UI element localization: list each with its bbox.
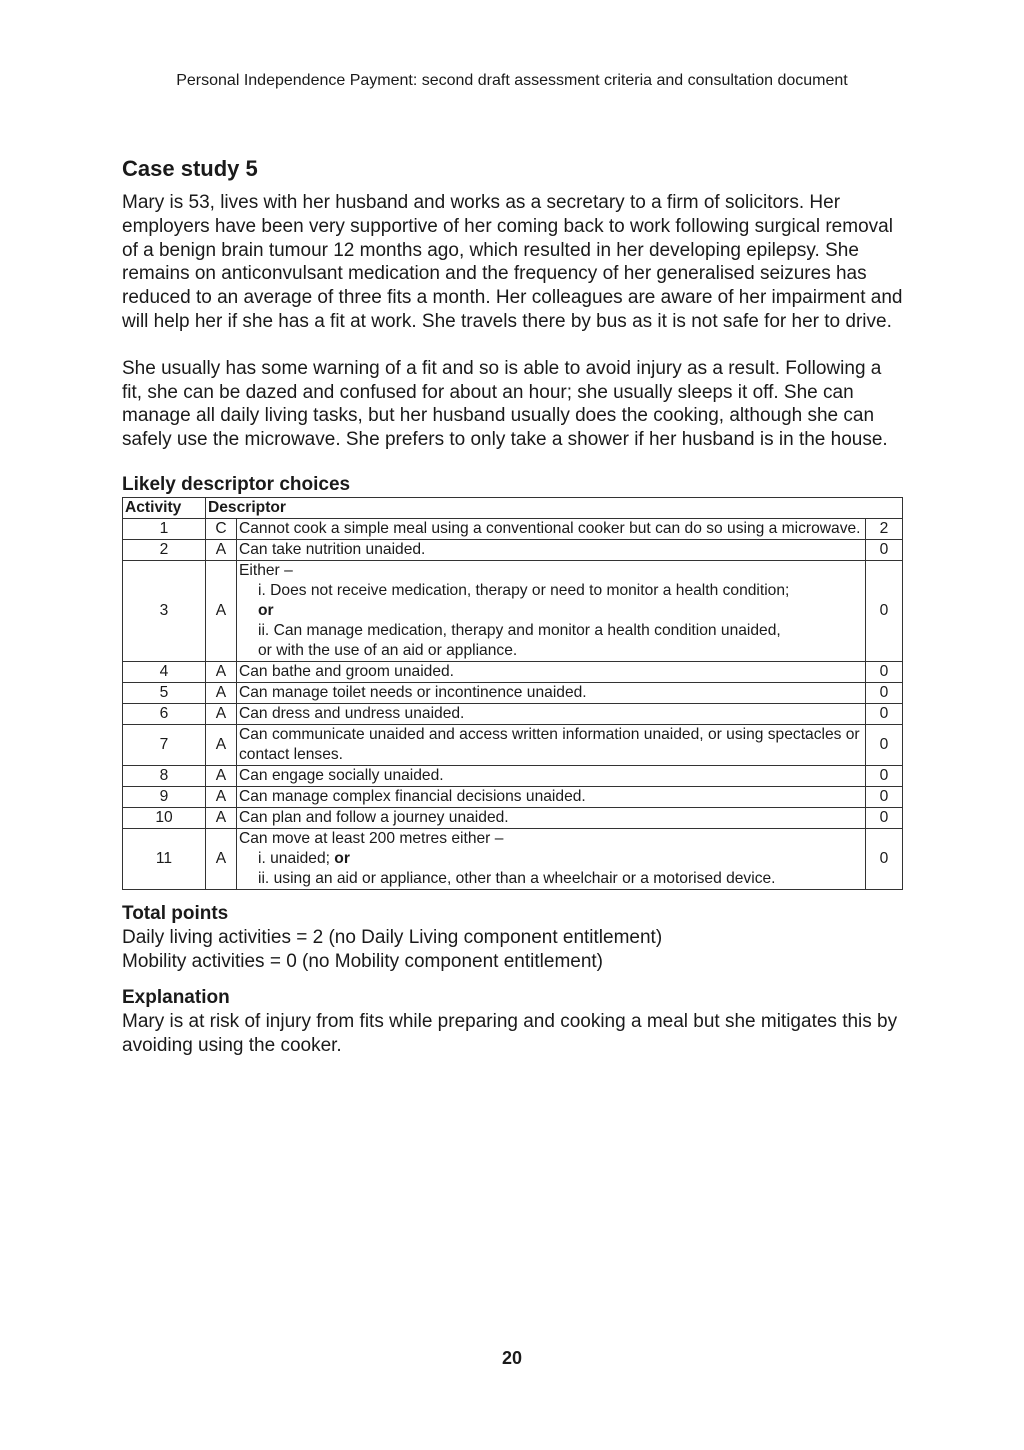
column-header-activity: Activity xyxy=(123,497,206,518)
points: 0 xyxy=(866,682,903,703)
descriptor-text: Can communicate unaided and access written information unaided, or using spectacles or contact lenses. xyxy=(237,724,866,765)
daily-living-points: Daily living activities = 2 (no Daily Living component entitlement) xyxy=(122,926,663,948)
activity-number: 11 xyxy=(123,828,206,889)
running-header: Personal Independence Payment: second draft assessment criteria and consultation document xyxy=(176,72,848,89)
table-row xyxy=(123,539,903,560)
points: 0 xyxy=(866,703,903,724)
descriptor-letter: A xyxy=(206,661,237,682)
descriptor-line: ii. Can manage medication, therapy and monitor a health condition unaided, xyxy=(258,621,781,639)
table-title: Likely descriptor choices xyxy=(122,473,351,495)
column-header-descriptor: Descriptor xyxy=(206,497,903,518)
descriptor-text: Can dress and undress unaided. xyxy=(237,703,866,724)
descriptor-letter: A xyxy=(206,765,237,786)
explanation-text: Mary is at risk of injury from fits while preparing and cooking a meal but she mitigates this by avoiding using the cooker. xyxy=(122,1010,898,1056)
points: 0 xyxy=(866,807,903,828)
activity-number: 3 xyxy=(123,560,206,661)
descriptor-letter: A xyxy=(206,807,237,828)
descriptor-letter: A xyxy=(206,786,237,807)
points: 0 xyxy=(866,539,903,560)
table-row xyxy=(123,828,903,889)
descriptor-line-part: i. unaided; xyxy=(258,849,335,867)
descriptor-letter: A xyxy=(206,703,237,724)
activity-number: 6 xyxy=(123,703,206,724)
table-row xyxy=(123,724,903,765)
descriptor-line: i. Does not receive medication, therapy or need to monitor a health condition; xyxy=(258,581,790,599)
descriptor-line: ii. using an aid or appliance, other than a wheelchair or a motorised device. xyxy=(258,869,776,887)
descriptor-line-bold: or xyxy=(334,849,350,867)
total-points-title: Total points xyxy=(122,902,229,924)
descriptor-text: Cannot cook a simple meal using a conventional cooker but can do so using a microwave. xyxy=(237,518,866,539)
table-row xyxy=(123,807,903,828)
activity-number: 1 xyxy=(123,518,206,539)
descriptor-table xyxy=(122,497,903,890)
descriptor-text: Can plan and follow a journey unaided. xyxy=(237,807,866,828)
table-row xyxy=(123,703,903,724)
table-row xyxy=(123,682,903,703)
case-paragraph-2: She usually has some warning of a fit and so is able to avoid injury as a result. Following a fit, she can be dazed and confused for about an hour; she usually sleeps it off. She can manage all daily living tasks, but her husband usually does the cooking, although she can safely use the microwave. She prefers to only take a shower if her husband is in the house. xyxy=(122,357,888,451)
descriptor-letter: A xyxy=(206,539,237,560)
descriptor-line xyxy=(239,849,863,869)
descriptor-text xyxy=(237,828,866,889)
points: 2 xyxy=(866,518,903,539)
points: 0 xyxy=(866,828,903,889)
descriptor-letter: A xyxy=(206,682,237,703)
total-points-section xyxy=(122,902,904,974)
document-content xyxy=(122,155,904,1058)
points: 0 xyxy=(866,786,903,807)
activity-number: 10 xyxy=(123,807,206,828)
descriptor-text: Can bathe and groom unaided. xyxy=(237,661,866,682)
activity-number: 2 xyxy=(123,539,206,560)
descriptor-text xyxy=(237,560,866,661)
descriptor-letter: C xyxy=(206,518,237,539)
activity-number: 9 xyxy=(123,786,206,807)
explanation-title: Explanation xyxy=(122,986,230,1008)
activity-number: 7 xyxy=(123,724,206,765)
table-header-row xyxy=(123,497,903,518)
descriptor-text: Can engage socially unaided. xyxy=(237,765,866,786)
table-row xyxy=(123,661,903,682)
case-study-title: Case study 5 xyxy=(122,156,258,181)
descriptor-text: Can manage toilet needs or incontinence unaided. xyxy=(237,682,866,703)
activity-number: 8 xyxy=(123,765,206,786)
descriptor-letter: A xyxy=(206,724,237,765)
points: 0 xyxy=(866,560,903,661)
descriptor-text: Can manage complex financial decisions unaided. xyxy=(237,786,866,807)
descriptor-line: Can move at least 200 metres either – xyxy=(239,829,504,847)
points: 0 xyxy=(866,724,903,765)
descriptor-letter: A xyxy=(206,828,237,889)
descriptor-line: Either – xyxy=(239,561,293,579)
activity-number: 5 xyxy=(123,682,206,703)
table-row xyxy=(123,518,903,539)
mobility-points: Mobility activities = 0 (no Mobility component entitlement) xyxy=(122,950,604,972)
points: 0 xyxy=(866,661,903,682)
table-row xyxy=(123,765,903,786)
activity-number: 4 xyxy=(123,661,206,682)
table-row xyxy=(123,786,903,807)
descriptor-letter: A xyxy=(206,560,237,661)
page-number: 20 xyxy=(501,1348,523,1368)
descriptor-line: or xyxy=(258,601,274,619)
descriptor-text: Can take nutrition unaided. xyxy=(237,539,866,560)
case-paragraph-1: Mary is 53, lives with her husband and works as a secretary to a firm of solicitors. Her employers have been very supportive of her coming back to work following surgical removal of a benign brain tumour 12 months ago, which resulted in her developing epilepsy. She remains on anticonvulsant medication and the frequency of her generalised seizures has reduced to an average of three fits a month. Her colleagues are aware of her impairment and will help her if she has a fit at work. She travels there by bus as it is not safe for her to drive. xyxy=(122,192,903,332)
explanation-section xyxy=(122,986,904,1058)
descriptor-line: or with the use of an aid or appliance. xyxy=(258,641,518,659)
table-row xyxy=(123,560,903,661)
points: 0 xyxy=(866,765,903,786)
